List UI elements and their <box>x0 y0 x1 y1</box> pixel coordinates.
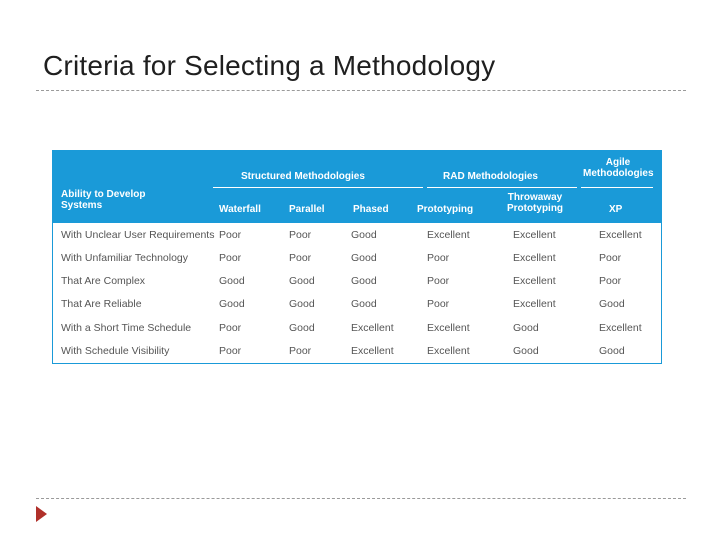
cell-prototyping: Excellent <box>427 322 470 334</box>
row-label: That Are Reliable <box>61 298 142 310</box>
header-xp: XP <box>609 204 623 215</box>
cell-parallel: Good <box>289 298 315 310</box>
methodology-criteria-table <box>52 150 662 364</box>
cell-throwaway: Excellent <box>513 252 556 264</box>
cell-waterfall: Good <box>219 298 245 310</box>
cell-throwaway: Good <box>513 345 539 357</box>
row-label: With Unfamiliar Technology <box>61 252 189 264</box>
cell-phased: Good <box>351 275 377 287</box>
cell-xp: Poor <box>599 275 622 287</box>
group-agile: Agile Methodologies <box>583 157 654 179</box>
group-underline-agile <box>581 187 653 188</box>
row-label: With a Short Time Schedule <box>61 322 192 334</box>
header-parallel: Parallel <box>289 204 325 215</box>
cell-throwaway: Excellent <box>513 229 556 241</box>
cell-phased: Excellent <box>351 322 394 334</box>
header-criteria: Ability to Develop Systems <box>61 189 146 211</box>
cell-phased: Good <box>351 229 377 241</box>
group-underline-structured <box>213 187 423 188</box>
cell-prototyping: Poor <box>427 275 450 287</box>
cell-throwaway: Good <box>513 322 539 334</box>
cell-parallel: Good <box>289 322 315 334</box>
cell-xp: Excellent <box>599 229 642 241</box>
cell-phased: Good <box>351 252 377 264</box>
top-divider <box>36 90 686 91</box>
table-row <box>53 247 661 270</box>
cell-waterfall: Poor <box>219 252 242 264</box>
row-label: With Schedule Visibility <box>61 345 170 357</box>
cell-parallel: Poor <box>289 345 312 357</box>
row-label: With Unclear User Requirements <box>61 229 215 241</box>
cell-waterfall: Poor <box>219 322 242 334</box>
header-throwaway: Throwaway Prototyping <box>506 192 564 214</box>
row-label: That Are Complex <box>61 275 146 287</box>
cell-waterfall: Poor <box>219 229 242 241</box>
group-structured: Structured Methodologies <box>241 171 365 182</box>
group-rad: RAD Methodologies <box>443 171 538 182</box>
bottom-divider <box>36 498 686 499</box>
cell-prototyping: Excellent <box>427 229 470 241</box>
cell-xp: Good <box>599 345 625 357</box>
cell-throwaway: Excellent <box>513 275 556 287</box>
cell-parallel: Good <box>289 275 315 287</box>
cell-xp: Good <box>599 298 625 310</box>
cell-prototyping: Poor <box>427 252 450 264</box>
triangle-bullet-icon <box>36 506 47 522</box>
cell-prototyping: Poor <box>427 298 450 310</box>
table-row <box>53 270 661 293</box>
cell-throwaway: Excellent <box>513 298 556 310</box>
table-header <box>53 151 661 223</box>
cell-parallel: Poor <box>289 252 312 264</box>
cell-waterfall: Good <box>219 275 245 287</box>
cell-waterfall: Poor <box>219 345 242 357</box>
table-row <box>53 317 661 340</box>
header-waterfall: Waterfall <box>219 204 261 215</box>
header-phased: Phased <box>353 204 389 215</box>
cell-parallel: Poor <box>289 229 312 241</box>
cell-xp: Excellent <box>599 322 642 334</box>
table-row <box>53 293 661 316</box>
cell-prototyping: Excellent <box>427 345 470 357</box>
header-prototyping: Prototyping <box>417 204 474 215</box>
table-row <box>53 224 661 247</box>
group-underline-rad <box>427 187 577 188</box>
cell-xp: Poor <box>599 252 622 264</box>
cell-phased: Good <box>351 298 377 310</box>
table-row <box>53 340 661 363</box>
slide-title: Criteria for Selecting a Methodology <box>43 50 496 81</box>
cell-phased: Excellent <box>351 345 394 357</box>
